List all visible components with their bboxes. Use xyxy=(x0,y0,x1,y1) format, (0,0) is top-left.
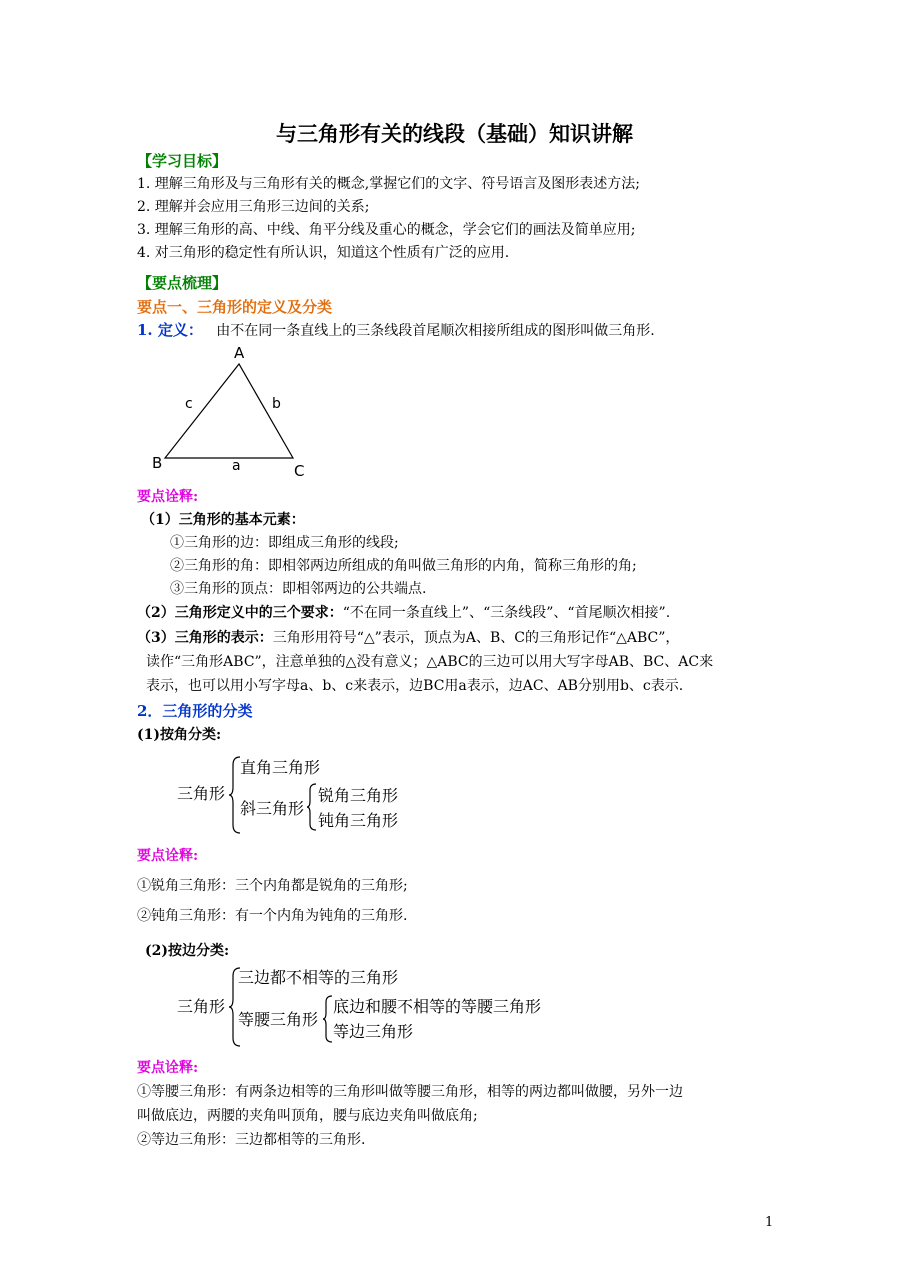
note1-item-1: ①三角形的边：即组成三角形的线段; xyxy=(170,535,399,551)
obtuse-triangle-label: 钝角三角形 xyxy=(318,811,399,830)
note2-heading: （2）三角形定义中的三个要求： xyxy=(137,605,343,621)
scalene-label: 三边都不相等的三角形 xyxy=(238,968,399,987)
page-title: 与三角形有关的线段（基础）知识讲解 xyxy=(276,121,633,146)
notes-heading-3: 要点诠释: xyxy=(137,1060,199,1076)
obtuse-note: ②钝角三角形：有一个内角为钝角的三角形. xyxy=(137,908,408,924)
angle-root-label: 三角形 xyxy=(177,784,226,803)
goal-item-4: 4. 对三角形的稳定性有所认识，知道这个性质有广泛的应用. xyxy=(137,245,510,261)
goal-item-1: 1. 理解三角形及与三角形有关的概念,掌握它们的文字、符号语言及图形表述方法; xyxy=(137,176,640,192)
iso-non-equilateral-label: 底边和腰不相等的等腰三角形 xyxy=(333,997,542,1016)
note2-line xyxy=(137,602,670,624)
isosceles-note-line2: 叫做底边，两腰的夹角叫顶角，腰与底边夹角叫做底角; xyxy=(137,1108,478,1124)
side-b-label: b xyxy=(272,396,281,412)
isosceles-label: 等腰三角形 xyxy=(238,1010,319,1029)
note3-line3: 表示，也可以用小写字母a、b、c来表示，边BC用a表示，边AC、AB分别用b、c表示. xyxy=(146,678,684,694)
side-c-label: c xyxy=(185,396,193,412)
goal-item-3: 3. 理解三角形的高、中线、角平分线及重心的概念，学会它们的画法及简单应用; xyxy=(137,222,636,238)
by-side-label: (2)按边分类: xyxy=(145,943,230,959)
point2-heading: 2．三角形的分类 xyxy=(137,702,253,720)
definition-text: 由不在同一条直线上的三条线段首尾顺次相接所组成的图形叫做三角形. xyxy=(216,323,655,339)
note3-line2: 读作“三角形ABC”，注意单独的△没有意义；△ABC的三边可以用大写字母AB、BC、AC来 xyxy=(146,654,714,670)
side-root-label: 三角形 xyxy=(177,997,226,1016)
equilateral-note: ②等边三角形：三边都相等的三角形. xyxy=(137,1132,366,1148)
definition-line xyxy=(137,319,655,342)
note3-text-1: 三角形用符号“△”表示，顶点为A、B、C的三角形记作“△ABC”， xyxy=(272,630,680,646)
note1-heading: （1）三角形的基本元素： xyxy=(141,512,305,528)
note2-text: “不在同一条直线上”、“三条线段”、“首尾顺次相接”. xyxy=(342,605,671,621)
goal-item-2: 2. 理解并会应用三角形三边间的关系; xyxy=(137,199,370,215)
acute-note: ①锐角三角形：三个内角都是锐角的三角形; xyxy=(137,878,408,894)
learning-goals-heading: 【学习目标】 xyxy=(137,152,228,170)
triangle-figure xyxy=(148,342,318,482)
oblique-triangle-label: 斜三角形 xyxy=(240,799,305,818)
by-angle-label: (1)按角分类: xyxy=(137,727,222,743)
right-triangle-label: 直角三角形 xyxy=(240,758,321,777)
note3-line1 xyxy=(137,627,679,649)
note1-item-2: ②三角形的角：即相邻两边所组成的角叫做三角形的内角，简称三角形的角; xyxy=(170,558,637,574)
notes-heading-2: 要点诠释: xyxy=(137,848,199,864)
vertex-a-label: A xyxy=(234,344,245,362)
point1-heading: 要点一、三角形的定义及分类 xyxy=(137,298,333,316)
isosceles-note-line1: ①等腰三角形：有两条边相等的三角形叫做等腰三角形，相等的两边都叫做腰，另外一边 xyxy=(137,1084,683,1100)
definition-label: 1. 定义： xyxy=(137,321,203,339)
note1-item-3: ③三角形的顶点：即相邻两边的公共端点. xyxy=(170,581,427,597)
key-points-heading: 【要点梳理】 xyxy=(137,274,228,292)
angle-brace-inner xyxy=(306,782,318,832)
notes-heading-1: 要点诠释: xyxy=(137,489,199,505)
note3-heading: （3）三角形的表示： xyxy=(137,630,273,646)
vertex-b-label: B xyxy=(152,454,163,472)
page-number: 1 xyxy=(765,1215,774,1230)
side-a-label: a xyxy=(232,458,241,474)
acute-triangle-label: 锐角三角形 xyxy=(318,786,399,805)
equilateral-label: 等边三角形 xyxy=(333,1022,414,1041)
vertex-c-label: C xyxy=(294,462,305,480)
